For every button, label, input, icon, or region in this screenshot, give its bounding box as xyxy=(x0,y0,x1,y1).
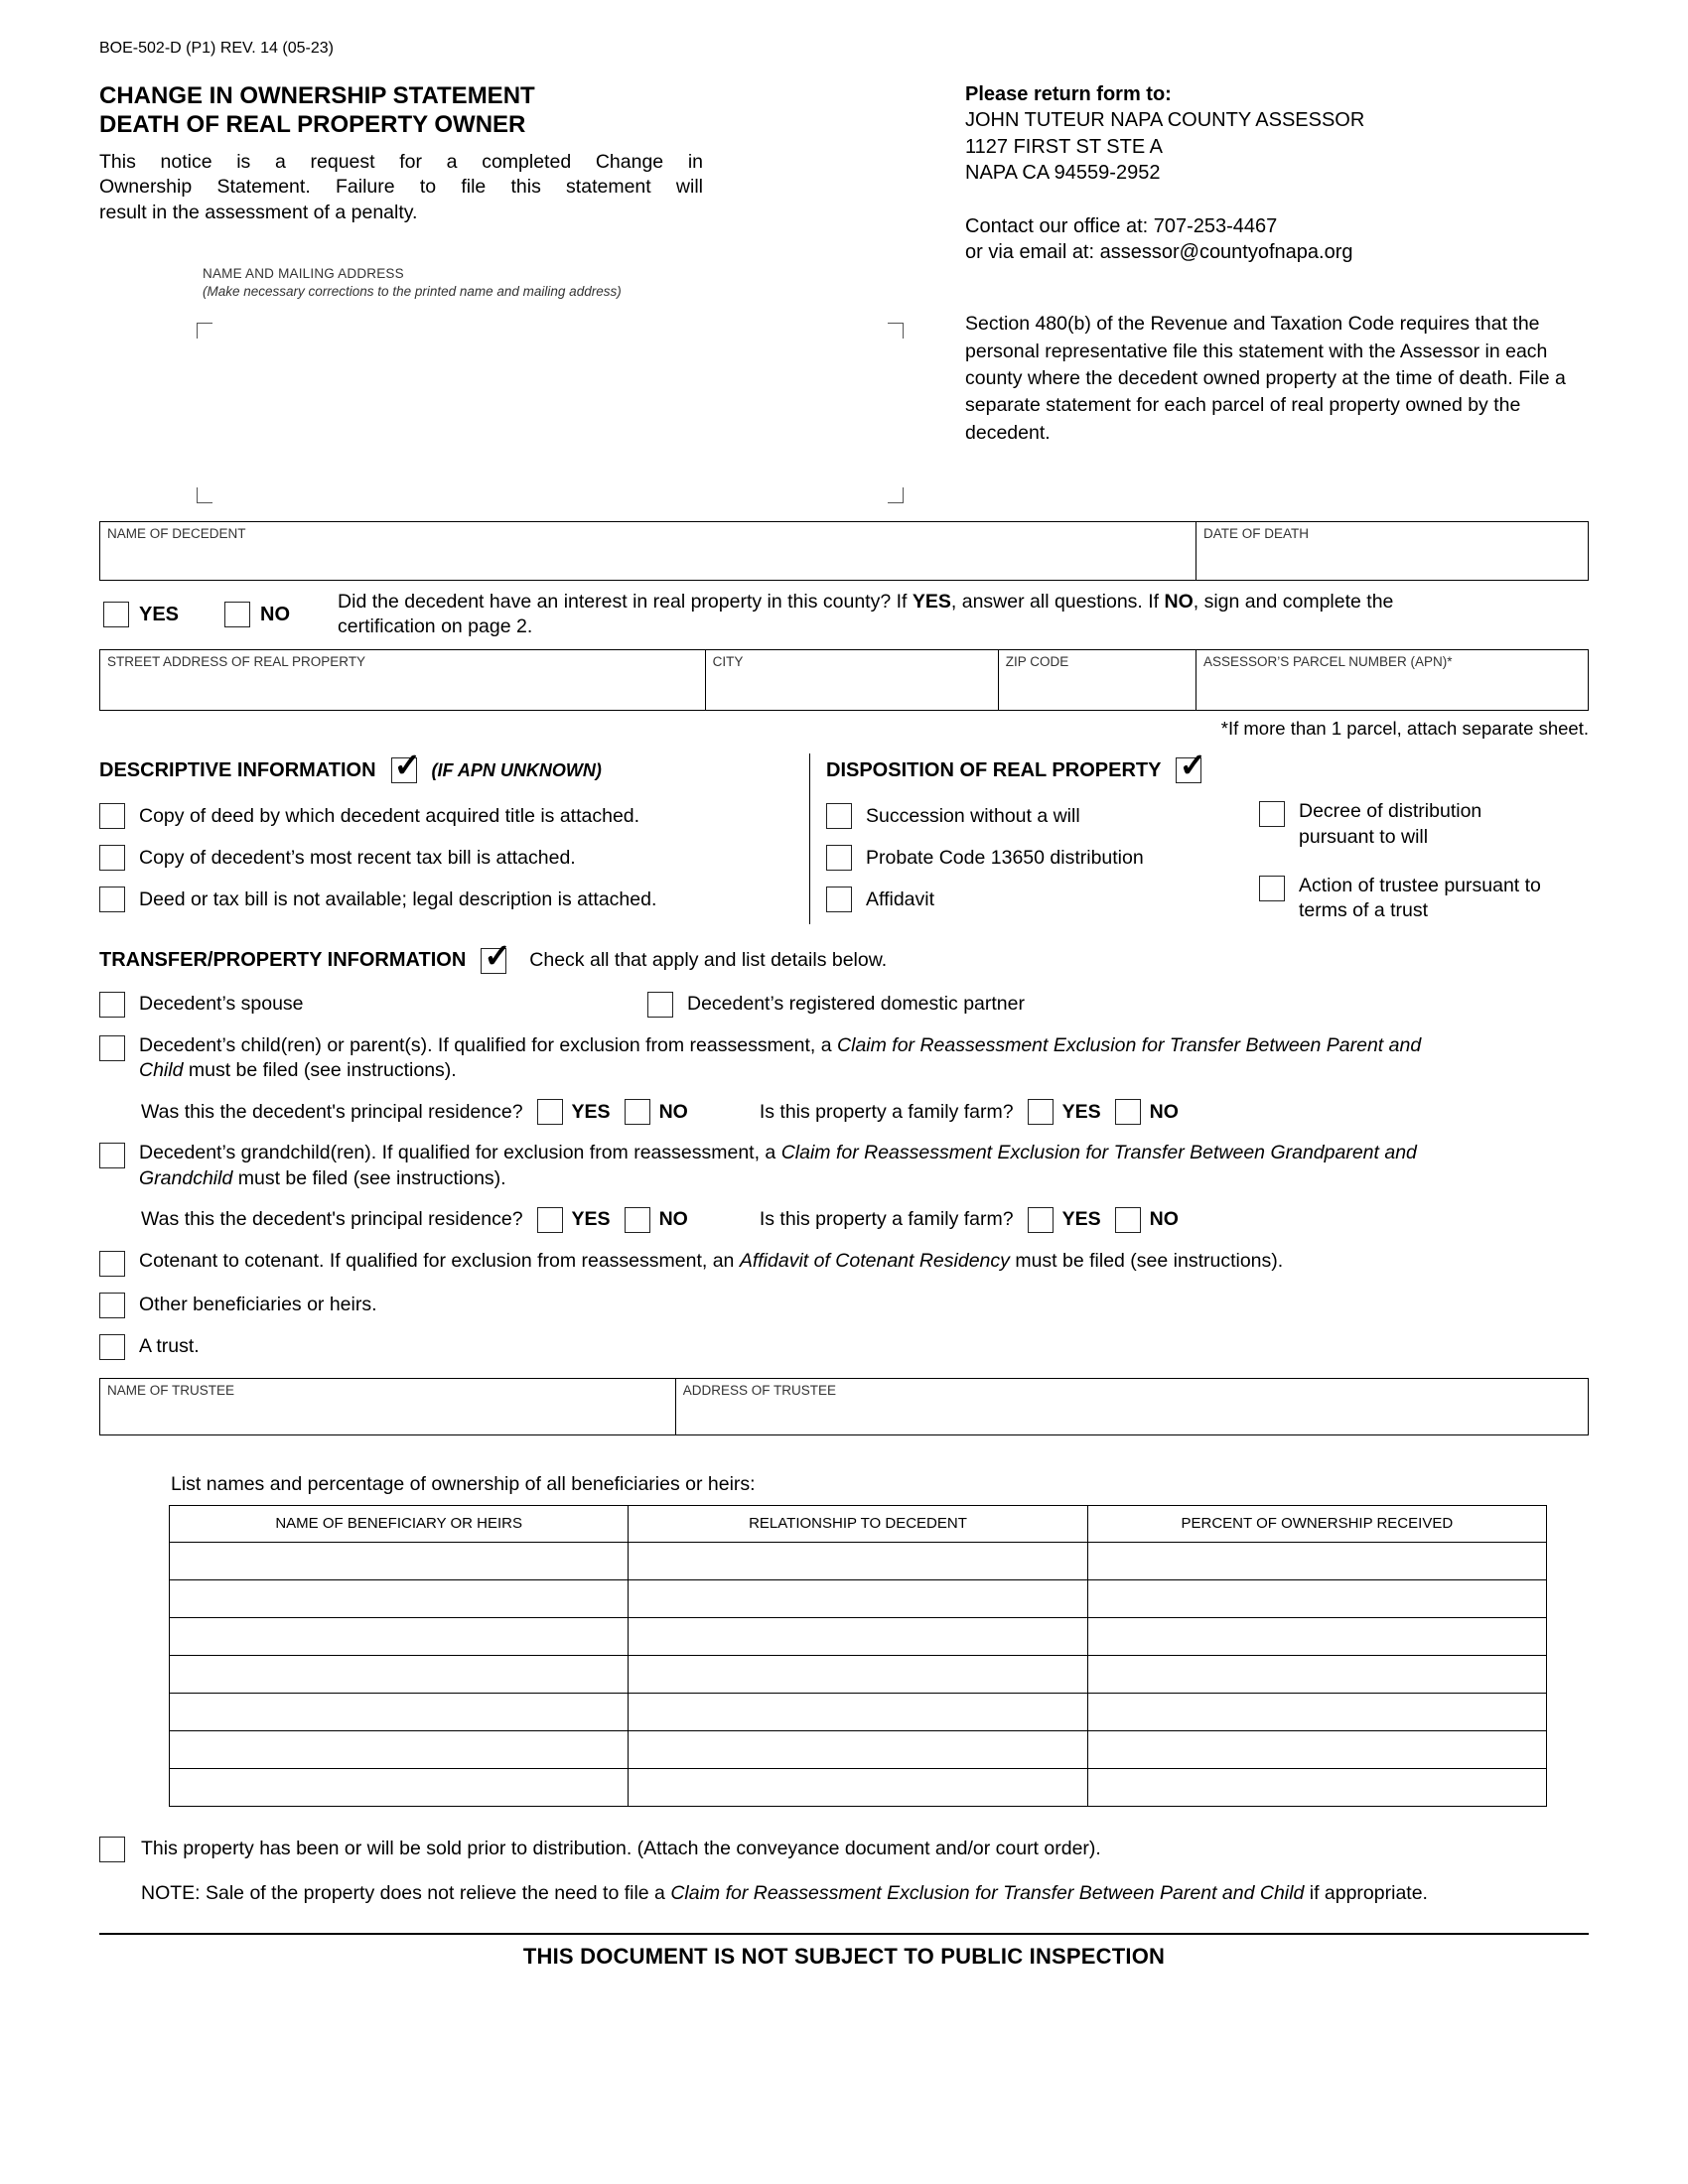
property-sold-label: This property has been or will be sold prior to distribution. (Attach the conveyance document and/or court order). xyxy=(141,1837,1101,1859)
relationship-cell[interactable] xyxy=(629,1768,1087,1806)
decedent-name-label: NAME OF DECEDENT xyxy=(107,525,246,541)
child-farm-question: Is this property a family farm? xyxy=(759,1100,1014,1123)
percent-cell[interactable] xyxy=(1087,1617,1546,1655)
beneficiary-name-cell[interactable] xyxy=(170,1617,629,1655)
interest-question-row xyxy=(99,581,1589,649)
interest-yes-label: YES xyxy=(139,603,180,625)
footer-divider xyxy=(99,1933,1589,1935)
apn-note: *If more than 1 parcel, attach separate sheet. xyxy=(1220,718,1589,740)
grandchild-checkbox[interactable] xyxy=(99,1143,125,1168)
col-header-relationship: RELATIONSHIP TO DECEDENT xyxy=(629,1505,1087,1542)
table-row xyxy=(170,1693,1547,1730)
trustee-action-checkbox[interactable] xyxy=(1259,876,1285,901)
header-left-column xyxy=(99,81,740,503)
disposition-column-1 xyxy=(826,787,1259,923)
grandchild-text: Decedent’s grandchild(ren). If qualified for exclusion from reassessment, a Claim for Reassessment Exclusion for Transfer Between Grandparent and Grandchild must be filed (see instructions). xyxy=(139,1142,1417,1189)
form-title xyxy=(99,81,740,140)
table-row xyxy=(170,1730,1547,1768)
grandchild-farm-yes-checkbox[interactable] xyxy=(1028,1207,1054,1233)
probate-checkbox[interactable] xyxy=(826,845,852,871)
form-number: BOE-502-D (P1) REV. 14 (05-23) xyxy=(99,40,334,57)
spouse-checkbox[interactable] xyxy=(99,992,125,1018)
trustee-name-label: NAME OF TRUSTEE xyxy=(107,1382,235,1398)
section-480-paragraph: Section 480(b) of the Revenue and Taxation Code requires that the personal representative file this statement with the Assessor in each county where the decedent owned property at the time of death. File a separate statement for each parcel of real property owned by the decedent. xyxy=(965,313,1566,444)
transfer-heading-note: Check all that apply and list details below. xyxy=(529,949,888,972)
corner-mark-bottom-left xyxy=(197,487,212,503)
transfer-heading-row xyxy=(99,948,1589,974)
beneficiary-name-cell[interactable] xyxy=(170,1693,629,1730)
form-title-line2: DEATH OF REAL PROPERTY OWNER xyxy=(99,111,526,139)
descriptive-heading-note: (IF APN UNKNOWN) xyxy=(431,759,602,780)
relationship-cell[interactable] xyxy=(629,1693,1087,1730)
beneficiaries-intro: List names and percentage of ownership of all beneficiaries or heirs: xyxy=(171,1472,756,1495)
contact-block xyxy=(965,213,1589,266)
transfer-item-grandchild xyxy=(99,1141,1589,1191)
transfer-property-section xyxy=(99,948,1589,1360)
transfer-item-child-parent xyxy=(99,1033,1589,1084)
header-right-column xyxy=(965,81,1589,503)
zip-code-field[interactable] xyxy=(999,650,1196,710)
street-address-field[interactable] xyxy=(100,650,706,710)
col-header-beneficiary-name: NAME OF BENEFICIARY OR HEIRS xyxy=(170,1505,629,1542)
descriptive-disposition-section xyxy=(99,753,1589,923)
descriptive-item-deed-unavailable: Deed or tax bill is not available; legal description is attached. xyxy=(99,887,799,912)
decree-checkbox[interactable] xyxy=(1259,801,1285,827)
table-row xyxy=(170,1617,1547,1655)
sale-note: NOTE: Sale of the property does not relieve the need to file a Claim for Reassessment Exclusion for Transfer Between Parent and Child if appropriate. xyxy=(141,1881,1428,1904)
property-sold-row xyxy=(99,1837,1589,1862)
child-residence-no-checkbox[interactable] xyxy=(625,1099,650,1125)
corner-mark-top-right xyxy=(888,323,904,339)
relationship-cell[interactable] xyxy=(629,1542,1087,1579)
child-subquestion-row: Was this the decedent's principal residence? YES NO Is this property a family farm? YES NO xyxy=(141,1099,1589,1125)
corner-mark-bottom-right xyxy=(888,487,904,503)
disposition-item-affidavit: Affidavit xyxy=(826,887,1259,912)
grandchild-residence-yes-checkbox[interactable] xyxy=(537,1207,563,1233)
relationship-cell[interactable] xyxy=(629,1730,1087,1768)
date-of-death-field[interactable] xyxy=(1196,522,1588,580)
percent-cell[interactable] xyxy=(1087,1655,1546,1693)
affidavit-checkbox[interactable] xyxy=(826,887,852,912)
descriptive-heading-row xyxy=(99,753,799,787)
relationship-cell[interactable] xyxy=(629,1617,1087,1655)
transfer-item-spouse: Decedent’s spouse xyxy=(99,992,647,1018)
succession-checkbox[interactable] xyxy=(826,803,852,829)
trustee-name-field[interactable] xyxy=(100,1379,676,1434)
contact-email: or via email at: assessor@countyofnapa.org xyxy=(965,240,1353,263)
transfer-item-other-heirs: Other beneficiaries or heirs. xyxy=(99,1293,1589,1318)
city-label: CITY xyxy=(712,654,744,670)
interest-no-label: NO xyxy=(260,603,291,625)
property-sold-checkbox[interactable] xyxy=(99,1837,125,1862)
domestic-partner-checkbox[interactable] xyxy=(647,992,673,1018)
deed-unavailable-checkbox[interactable] xyxy=(99,887,125,912)
child-residence-yes-checkbox[interactable] xyxy=(537,1099,563,1125)
child-residence-question: Was this the decedent's principal residence? xyxy=(141,1100,523,1123)
child-parent-checkbox[interactable] xyxy=(99,1035,125,1061)
col-header-percent-ownership: PERCENT OF OWNERSHIP RECEIVED xyxy=(1087,1505,1546,1542)
corner-mark-top-left xyxy=(197,323,212,339)
decedent-row xyxy=(99,521,1589,581)
descriptive-item-deed-copy: Copy of deed by which decedent acquired title is attached. xyxy=(99,803,799,829)
apn-label: ASSESSOR’S PARCEL NUMBER (APN)* xyxy=(1202,654,1453,670)
interest-yes-checkbox[interactable] xyxy=(103,602,129,627)
descriptive-checkbox[interactable] xyxy=(391,757,417,783)
disposition-heading-row xyxy=(826,753,1589,787)
assessor-city: NAPA CA 94559-2952 xyxy=(965,162,1161,185)
disposition-item-trustee-action: Action of trustee pursuant to terms of a trust xyxy=(1259,874,1589,924)
descriptive-heading: DESCRIPTIVE INFORMATION xyxy=(99,758,376,781)
percent-cell[interactable] xyxy=(1087,1542,1546,1579)
assessor-street: 1127 FIRST ST STE A xyxy=(965,135,1163,158)
decedent-name-field[interactable] xyxy=(100,522,1196,580)
percent-cell[interactable] xyxy=(1087,1768,1546,1806)
transfer-item-cotenant xyxy=(99,1249,1589,1277)
assessor-name: JOHN TUTEUR NAPA COUNTY ASSESSOR xyxy=(965,109,1365,132)
transfer-heading: TRANSFER/PROPERTY INFORMATION xyxy=(99,949,467,972)
disposition-columns xyxy=(826,787,1589,923)
spouse-partner-row xyxy=(99,992,1589,1018)
disposition-item-probate: Probate Code 13650 distribution xyxy=(826,845,1259,871)
disposition-item-decree: Decree of distribution pursuant to will xyxy=(1259,799,1589,850)
mailing-address-labels xyxy=(203,266,740,299)
mailing-address-label: NAME AND MAILING ADDRESS xyxy=(203,265,404,281)
grandchild-residence-no-checkbox[interactable] xyxy=(625,1207,650,1233)
beneficiary-name-cell[interactable] xyxy=(170,1579,629,1617)
relationship-cell[interactable] xyxy=(629,1655,1087,1693)
city-field[interactable] xyxy=(706,650,999,710)
beneficiaries-section xyxy=(169,1473,1547,1807)
disposition-section xyxy=(810,753,1589,923)
grandchild-farm-no-checkbox[interactable] xyxy=(1115,1207,1141,1233)
disposition-column-2 xyxy=(1259,787,1589,923)
form-title-line1: CHANGE IN OWNERSHIP STATEMENT xyxy=(99,82,535,109)
descriptive-item-tax-bill: Copy of decedent’s most recent tax bill is attached. xyxy=(99,845,799,871)
interest-no-checkbox[interactable] xyxy=(224,602,250,627)
cotenant-checkbox[interactable] xyxy=(99,1251,125,1277)
beneficiary-name-cell[interactable] xyxy=(170,1768,629,1806)
percent-cell[interactable] xyxy=(1087,1579,1546,1617)
footer-statement: THIS DOCUMENT IS NOT SUBJECT TO PUBLIC INSPECTION xyxy=(522,1943,1166,1969)
child-parent-text: Decedent’s child(ren) or parent(s). If qualified for exclusion from reassessment, a Claim for Reassessment Exclusion for Transfer Between Parent and Child must be filed (see instructions). xyxy=(139,1033,1422,1081)
tax-bill-checkbox[interactable] xyxy=(99,845,125,871)
beneficiary-name-cell[interactable] xyxy=(170,1730,629,1768)
trustee-row xyxy=(99,1378,1589,1435)
table-row xyxy=(170,1655,1547,1693)
beneficiaries-table xyxy=(169,1505,1547,1807)
intro-paragraph: This notice is a request for a completed Change in Ownership Statement. Failure to file this statement will result in the assessment of a penalty. xyxy=(99,150,703,223)
beneficiary-name-cell[interactable] xyxy=(170,1655,629,1693)
percent-cell[interactable] xyxy=(1087,1730,1546,1768)
child-farm-no-checkbox[interactable] xyxy=(1115,1099,1141,1125)
contact-phone: Contact our office at: 707-253-4467 xyxy=(965,214,1278,237)
date-of-death-label: DATE OF DEATH xyxy=(1203,525,1310,541)
percent-cell[interactable] xyxy=(1087,1693,1546,1730)
grandchild-residence-question: Was this the decedent's principal residence? xyxy=(141,1208,523,1231)
cotenant-text: Cotenant to cotenant. If qualified for exclusion from reassessment, an Affidavit of Cotenant Residency must be filed (see instructions). xyxy=(139,1249,1284,1272)
grandchild-subquestion-row: Was this the decedent's principal residence? YES NO Is this property a family farm? YES NO xyxy=(141,1207,1589,1233)
mailing-address-box[interactable] xyxy=(197,323,904,503)
interest-question-text: Did the decedent have an interest in real property in this county? If YES, answer all questions. If NO, sign and complete the certification on page 2. xyxy=(338,590,1394,638)
other-heirs-checkbox[interactable] xyxy=(99,1293,125,1318)
return-to-heading: Please return form to: xyxy=(965,83,1172,105)
deed-copy-checkbox[interactable] xyxy=(99,803,125,829)
beneficiary-name-cell[interactable] xyxy=(170,1542,629,1579)
mailing-address-note: (Make necessary corrections to the printed name and mailing address) xyxy=(203,283,622,299)
trust-checkbox[interactable] xyxy=(99,1334,125,1360)
descriptive-information-section xyxy=(99,753,810,923)
relationship-cell[interactable] xyxy=(629,1579,1087,1617)
transfer-checkbox[interactable] xyxy=(481,948,506,974)
beneficiaries-header-row xyxy=(170,1505,1547,1542)
transfer-item-domestic-partner: Decedent’s registered domestic partner xyxy=(647,992,1025,1018)
table-row xyxy=(170,1579,1547,1617)
disposition-heading: DISPOSITION OF REAL PROPERTY xyxy=(826,758,1162,781)
transfer-item-trust: A trust. xyxy=(99,1334,1589,1360)
disposition-checkbox[interactable] xyxy=(1176,757,1201,783)
zip-code-label: ZIP CODE xyxy=(1005,654,1069,670)
apn-field[interactable] xyxy=(1196,650,1588,710)
table-row xyxy=(170,1768,1547,1806)
disposition-item-succession: Succession without a will xyxy=(826,803,1259,829)
street-address-label: STREET ADDRESS OF REAL PROPERTY xyxy=(107,654,366,670)
trustee-address-label: ADDRESS OF TRUSTEE xyxy=(682,1382,836,1398)
grandchild-farm-question: Is this property a family farm? xyxy=(759,1208,1014,1231)
child-farm-yes-checkbox[interactable] xyxy=(1028,1099,1054,1125)
property-address-row xyxy=(99,649,1589,711)
trustee-address-field[interactable] xyxy=(676,1379,1588,1434)
header-section xyxy=(99,81,1589,503)
table-row xyxy=(170,1542,1547,1579)
